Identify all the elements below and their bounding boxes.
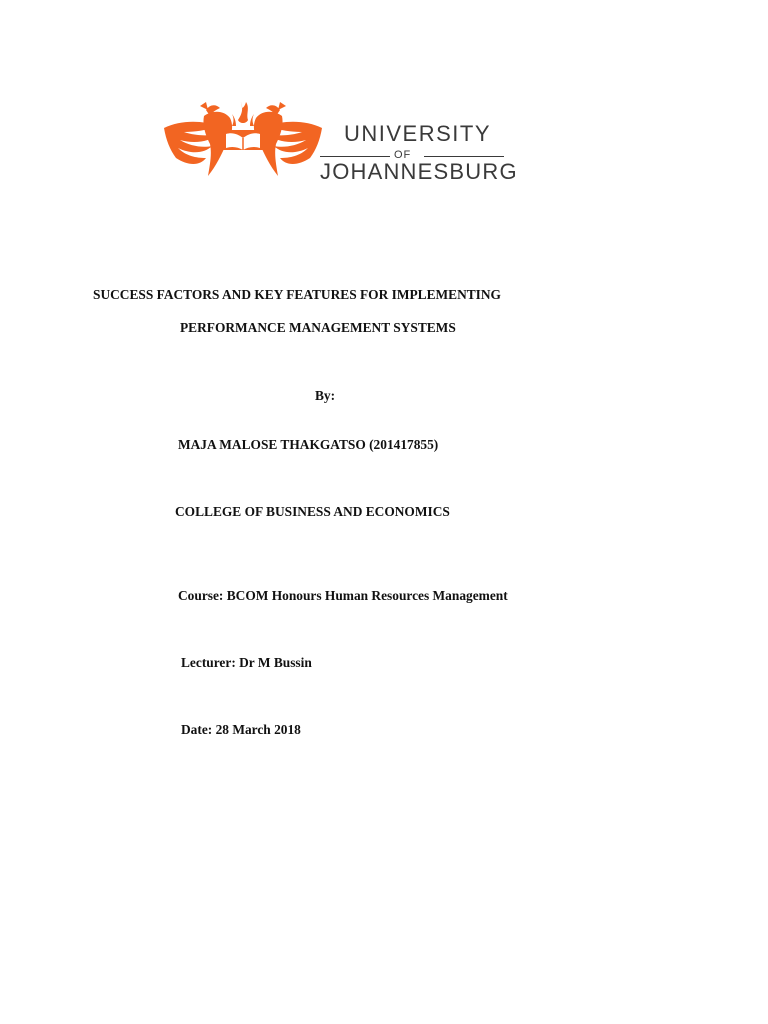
lecturer-line: Lecturer: Dr M Bussin <box>181 655 312 670</box>
title-line-2: PERFORMANCE MANAGEMENT SYSTEMS <box>180 320 456 335</box>
wordmark-johannesburg: JOHANNESBURG <box>320 159 518 184</box>
course-line: Course: BCOM Honours Human Resources Management <box>178 588 508 603</box>
wordmark-divider-left <box>320 156 390 157</box>
university-emblem-icon <box>160 96 326 184</box>
date-line: Date: 28 March 2018 <box>181 722 301 737</box>
title-line-1: SUCCESS FACTORS AND KEY FEATURES FOR IMPLEMENTING <box>93 287 501 302</box>
wordmark-of: OF <box>394 149 412 161</box>
wordmark-divider-right <box>424 156 504 157</box>
author-name: MAJA MALOSE THAKGATSO (201417855) <box>178 437 439 452</box>
by-label: By: <box>315 388 336 403</box>
wordmark-university: UNIVERSITY <box>344 121 492 146</box>
college-name: COLLEGE OF BUSINESS AND ECONOMICS <box>175 504 450 519</box>
